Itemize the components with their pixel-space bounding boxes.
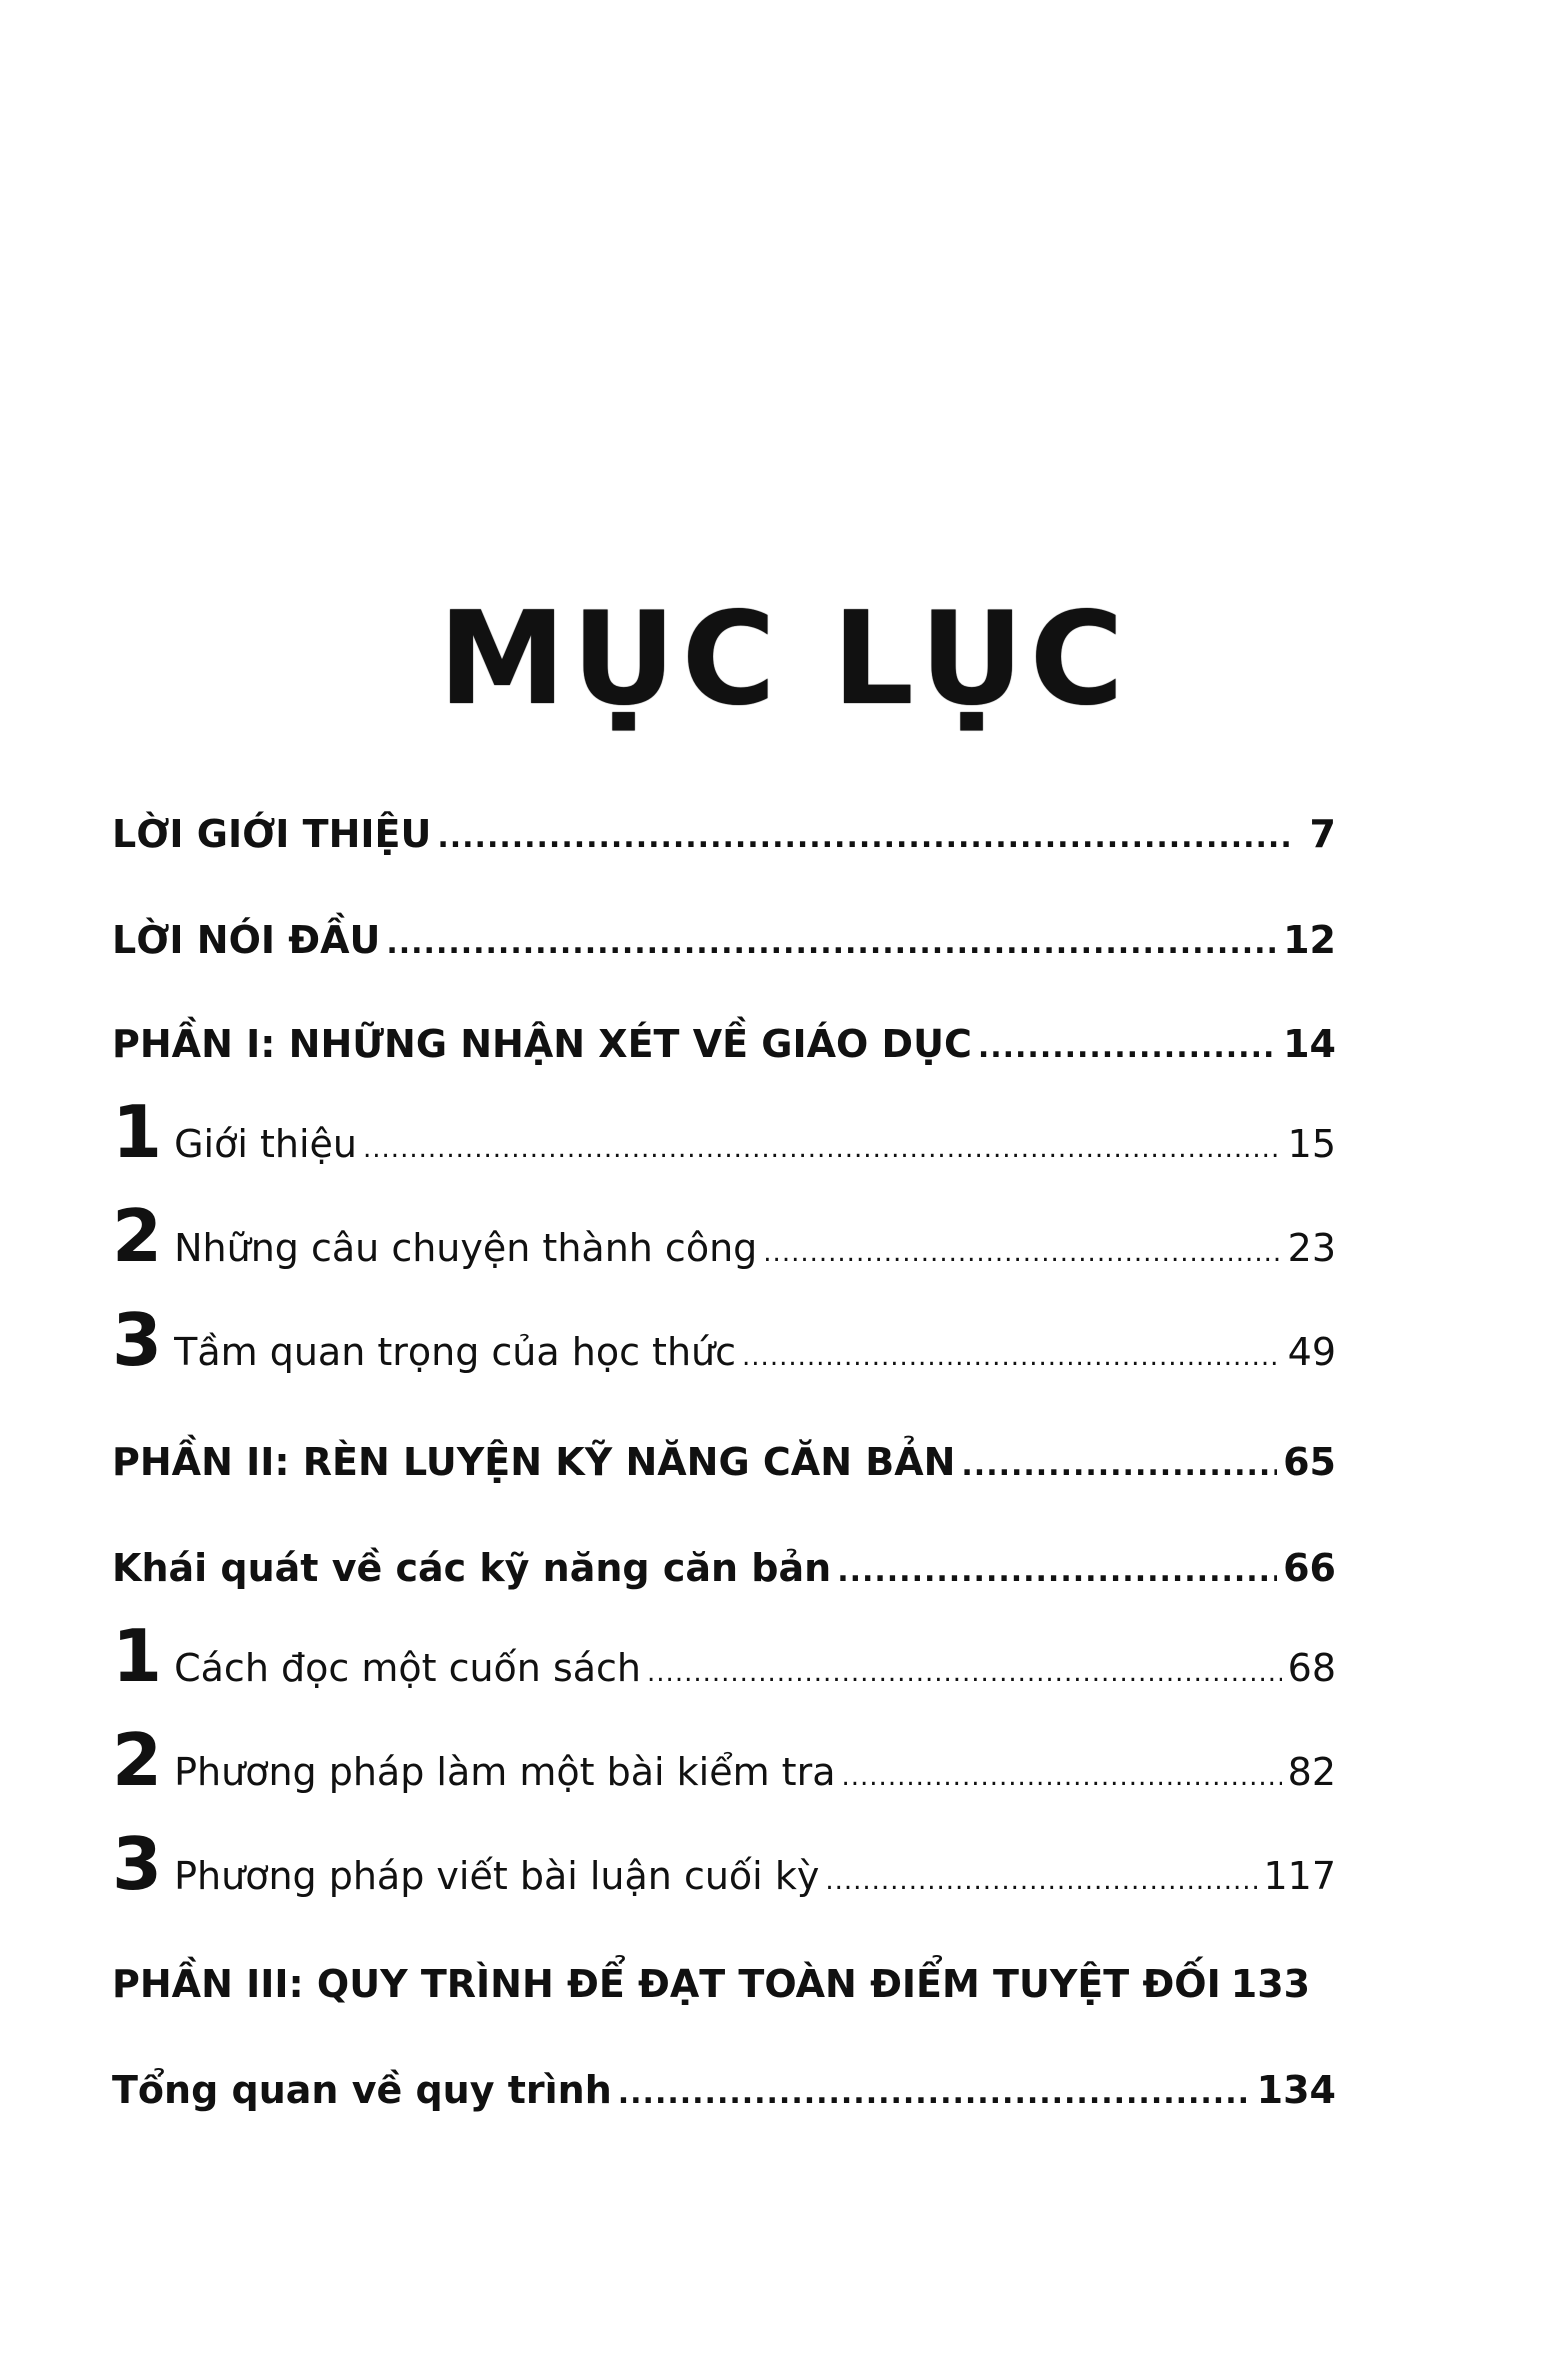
toc-entry-page: 117 [1263,1854,1336,1898]
toc-entry-page: 12 [1283,918,1336,962]
toc-entry-label: Giới thiệu [174,1122,358,1166]
chapter-number: 1 [112,1090,163,1174]
leader-dots [437,820,1290,855]
toc-entry [112,1194,1336,1278]
toc-entry-page: 133 [1230,1962,1311,2006]
toc-entry [112,1440,1336,1484]
leader-dots [837,1554,1277,1589]
leader-dots [647,1658,1282,1688]
leader-dots [961,1448,1277,1483]
leader-dots [842,1762,1282,1792]
toc-entry-label: Những câu chuyện thành công [174,1226,758,1270]
leader-dots [825,1866,1257,1896]
leader-dots [386,926,1277,961]
page-title: MỤC LỤC [438,585,1130,734]
toc-entry-page: 7 [1309,812,1336,856]
toc-entry [112,1546,1336,1590]
toc-entry [112,1822,1336,1906]
toc-entry-page: 68 [1287,1646,1336,1690]
toc-entry [112,1022,1336,1066]
chapter-number: 3 [112,1298,163,1382]
toc-entry [112,1962,1336,2006]
toc-entry-page: 15 [1287,1122,1336,1166]
chapter-number: 2 [112,1194,163,1278]
toc-entry-page: 49 [1287,1330,1336,1374]
chapter-number: 1 [112,1614,163,1698]
toc-entry-page: 23 [1287,1226,1336,1270]
toc-entry [112,1614,1336,1698]
toc-entry-page: 82 [1287,1750,1336,1794]
toc-entry-page: 134 [1256,2068,1336,2112]
toc-entry-label: LỜI NÓI ĐẦU [112,918,381,962]
toc-entry [112,2068,1336,2112]
toc-entry [112,812,1336,856]
leader-dots [363,1134,1282,1164]
toc-entry-page: 65 [1283,1440,1336,1484]
chapter-number: 3 [112,1822,163,1906]
chapter-number: 2 [112,1718,163,1802]
toc-entry-label: Cách đọc một cuốn sách [174,1646,642,1690]
leader-dots [618,2076,1251,2111]
toc-entry-label: Tổng quan về quy trình [112,2068,612,2112]
toc-entry-label: PHẦN II: RÈN LUYỆN KỸ NĂNG CĂN BẢN [112,1440,956,1484]
toc-entry [112,918,1336,962]
toc-entry-page: 66 [1283,1546,1336,1590]
toc-entry [112,1718,1336,1802]
toc-entry-label: PHẦN I: NHỮNG NHẬN XÉT VỀ GIÁO DỤC [112,1022,972,1066]
leader-dots [978,1030,1277,1065]
toc-entry-label: Phương pháp làm một bài kiểm tra [174,1750,836,1794]
toc-entry-label: Phương pháp viết bài luận cuối kỳ [174,1854,820,1898]
toc-entry-label: Khái quát về các kỹ năng căn bản [112,1546,832,1590]
leader-dots [763,1238,1281,1268]
toc-entry [112,1298,1336,1382]
toc-entry-page: 14 [1283,1022,1336,1066]
toc-entry-label: LỜI GIỚI THIỆU [112,812,432,856]
leader-dots [742,1342,1282,1372]
toc-entry-label: PHẦN III: QUY TRÌNH ĐỂ ĐẠT TOÀN ĐIỂM TUYỆT ĐỐI [112,1962,1221,2006]
toc-entry [112,1090,1336,1174]
toc-entry-label: Tầm quan trọng của học thức [174,1330,737,1374]
